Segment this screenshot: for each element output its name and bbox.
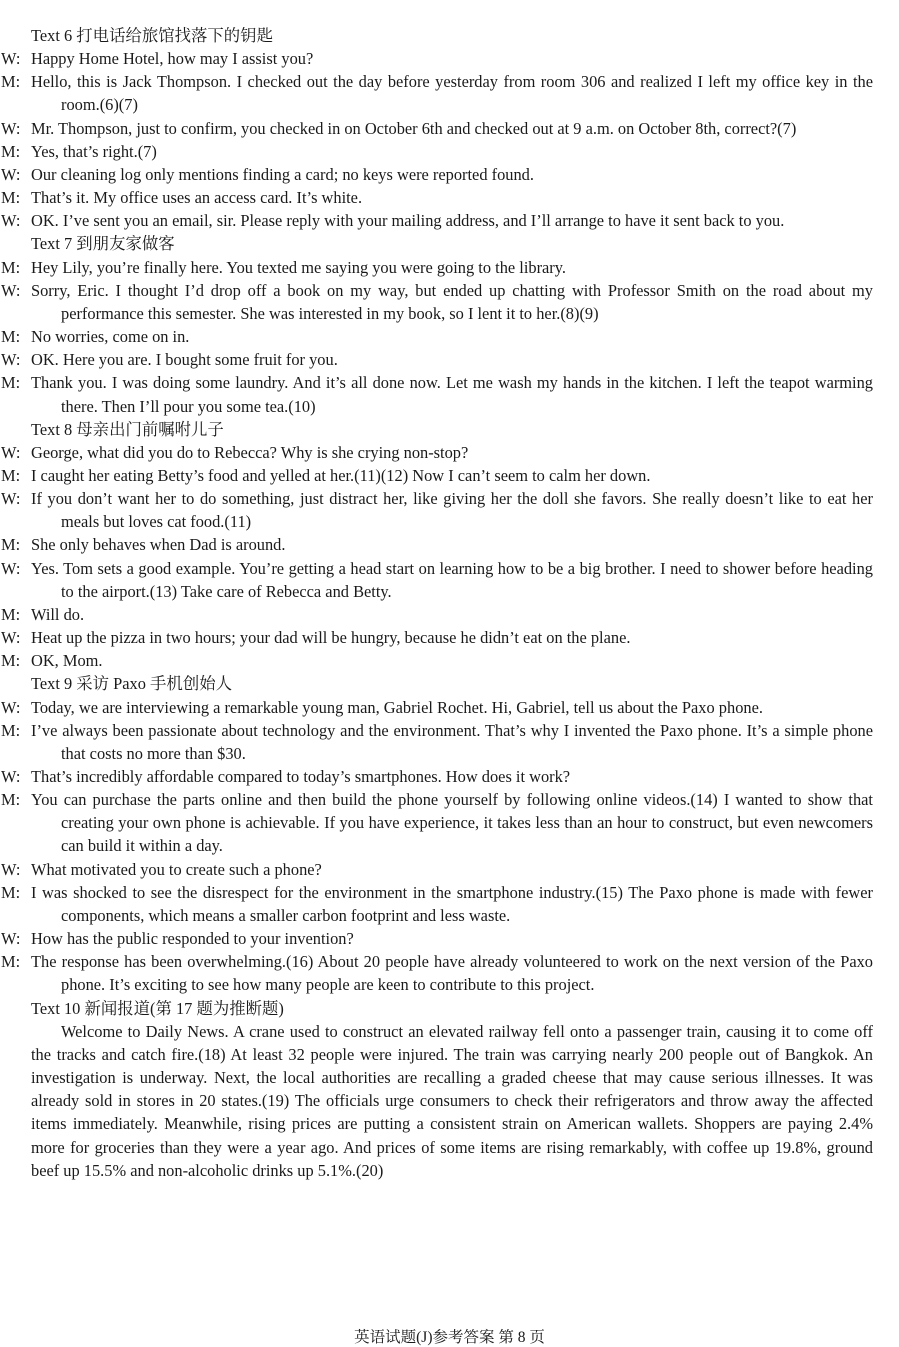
utterance: George, what did you do to Rebecca? Why is she crying non-stop? [31, 442, 469, 462]
utterance: I’ve always been passionate about technology and the environment. That’s why I invented the Paxo phone. It’s a simple phone that costs no more than $30. [31, 720, 873, 763]
dialogue-line: W: If you don’t want her to do something, just distract her, like giving her the doll she favors. She really doesn’t like to eat her meals but loves cat food.(11) [1, 489, 873, 532]
utterance: What motivated you to create such a phone? [31, 859, 322, 879]
utterance: No worries, come on in. [31, 327, 190, 347]
dialogue-line: M: She only behaves when Dad is around. [1, 535, 286, 555]
dialogue-line: W: Mr. Thompson, just to confirm, you checked in on October 6th and checked out at 9 a.m. on October 8th, correct?(7) [1, 118, 797, 138]
dialogue-line: M: I’ve always been passionate about technology and the environment. That’s why I invented the Paxo phone. It’s a simple phone that costs no more than $30. [1, 720, 873, 763]
dialogue-line: W: Today, we are interviewing a remarkable young man, Gabriel Rochet. Hi, Gabriel, tell us about the Paxo phone. [1, 697, 763, 717]
utterance: Will do. [31, 604, 85, 624]
section-heading: Text 8 母亲出门前嘱咐儿子 [31, 419, 224, 439]
dialogue-line: W: That’s incredibly affordable compared to today’s smartphones. How does it work? [1, 767, 571, 786]
dialogue-line: W: Happy Home Hotel, how may I assist you? [1, 49, 314, 69]
utterance: Hey Lily, you’re finally here. You texted me saying you were going to the library. [31, 257, 566, 277]
utterance: The response has been overwhelming.(16) About 20 people have already volunteered to work on the next version of the Paxo phone. It’s exciting to see how many people are keen to contribute to this project. [31, 952, 873, 995]
news-paragraph: Welcome to Daily News. A crane used to construct an elevated railway fell onto a passenger train, causing it to come off the tracks and catch fire.(18) At least 32 people were injured. The train was carrying nearly 200 people out of Bangkok. An investigation is underway. Next, the local authorities are recalling a graded cheese that may cause serious illnesses. It was already sold in stores in 20 states.(19) The officials urge consumers to check their refrigerators and throw away the affected items immediately. Meanwhile, rising prices are putting a consistent strain on American wallets. Shoppers are paying 2.4% more for groceries than they were a year ago. And prices of some items are rising remarkably, with coffee up 19.8%, ground beef up 15.5% and non-alcoholic drinks up 5.1%.(20) [31, 1021, 873, 1180]
dialogue-line: W: What motivated you to create such a phone? [1, 859, 322, 879]
section-text-9 [1, 672, 873, 996]
utterance: Thank you. I was doing some laundry. And it’s all done now. Let me wash my hands in the kitchen. I left the teapot warming there. Then I’ll pour you some tea.(10) [31, 373, 873, 416]
utterance: I caught her eating Betty’s food and yelled at her.(11)(12) Now I can’t seem to calm her down. [31, 465, 651, 485]
utterance: How has the public responded to your invention? [31, 929, 354, 949]
utterance: Hello, this is Jack Thompson. I checked out the day before yesterday from room 306 and realized I left my office key in the room.(6)(7) [31, 72, 873, 115]
utterance: Mr. Thompson, just to confirm, you checked in on October 6th and checked out at 9 a.m. on October 8th, correct?(7) [31, 118, 797, 138]
dialogue-line: M: That’s it. My office uses an access card. It’s white. [1, 188, 363, 208]
dialogue-line: W: OK. I’ve sent you an email, sir. Please reply with your mailing address, and I’ll arrange to have it sent back to you. [1, 211, 785, 231]
section-text-10 [31, 997, 873, 1182]
section-text-6 [1, 24, 873, 232]
section-heading: Text 7 到朋友家做客 [31, 234, 175, 254]
dialogue-line: M: The response has been overwhelming.(16) About 20 people have already volunteered to work on the next version of the Paxo phone. It’s exciting to see how many people are keen to contribute to this project. [1, 952, 873, 995]
dialogue-line: M: Thank you. I was doing some laundry. And it’s all done now. Let me wash my hands in the kitchen. I left the teapot warming there. Then I’ll pour you some tea.(10) [1, 373, 873, 416]
utterance: Our cleaning log only mentions finding a card; no keys were reported found. [31, 164, 534, 184]
dialogue-line: M: Hey Lily, you’re finally here. You texted me saying you were going to the library. [1, 257, 566, 277]
utterance: Today, we are interviewing a remarkable young man, Gabriel Rochet. Hi, Gabriel, tell us about the Paxo phone. [31, 697, 763, 717]
dialogue-line: W: How has the public responded to your invention? [1, 929, 354, 949]
dialogue-line: M: Yes, that’s right.(7) [1, 141, 157, 161]
utterance: Heat up the pizza in two hours; your dad will be hungry, because he didn’t eat on the plane. [31, 628, 631, 648]
utterance: I was shocked to see the disrespect for the environment in the smartphone industry.(15) The Paxo phone is made with fewer components, which means a smaller carbon footprint and less waste. [31, 882, 873, 925]
dialogue-line: W: OK. Here you are. I bought some fruit for you. [1, 350, 338, 370]
utterance: She only behaves when Dad is around. [31, 535, 286, 555]
utterance: OK, Mom. [31, 651, 103, 671]
utterance: That’s it. My office uses an access card. It’s white. [31, 188, 363, 208]
dialogue-line: M: Hello, this is Jack Thompson. I checked out the day before yesterday from room 306 and realized I left my office key in the room.(6)(7) [1, 72, 873, 115]
dialogue-line: M: I was shocked to see the disrespect for the environment in the smartphone industry.(15) The Paxo phone is made with fewer components, which means a smaller carbon footprint and less waste. [1, 882, 873, 925]
dialogue-line: M: No worries, come on in. [1, 327, 190, 347]
dialogue-line: M: You can purchase the parts online and then build the phone yourself by following online videos.(14) I wanted to show that creating your own phone is achievable. If you have experience, it takes less than an hour to construct, but even newcomers can build it within a day. [1, 790, 873, 856]
section-heading: Text 10 新闻报道(第 17 题为推断题) [31, 998, 284, 1018]
utterance: If you don’t want her to do something, just distract her, like giving her the doll she favors. She really doesn’t like to eat her meals but loves cat food.(11) [31, 489, 873, 532]
answer-key-page [1, 24, 873, 1182]
dialogue-line: W: Sorry, Eric. I thought I’d drop off a book on my way, but ended up chatting with Professor Smith on the road about my performance this semester. She was interested in my book, so I lent it to her.(8)(9) [1, 280, 873, 323]
utterance: OK. Here you are. I bought some fruit for you. [31, 350, 338, 370]
utterance: Sorry, Eric. I thought I’d drop off a book on my way, but ended up chatting with Professor Smith on the road about my performance this semester. She was interested in my book, so I lent it to her.(8)(9) [31, 280, 873, 323]
page-footer: 英语试题(J)参考答案 第 8 页 [354, 1329, 545, 1346]
dialogue-line: W: George, what did you do to Rebecca? Why is she crying non-stop? [1, 442, 469, 462]
section-heading: Text 9 采访 Paxo 手机创始人 [31, 674, 232, 694]
dialogue-line: W: Yes. Tom sets a good example. You’re getting a head start on learning how to be a big brother. I need to shower before heading to the airport.(13) Take care of Rebecca and Betty. [1, 558, 873, 601]
utterance: That’s incredibly affordable compared to today’s smartphones. How does it work? [31, 767, 571, 786]
utterance: Yes, that’s right.(7) [31, 141, 157, 161]
dialogue-line: M: Will do. [1, 604, 85, 624]
section-text-7 [1, 232, 873, 417]
dialogue-line: W: Our cleaning log only mentions finding a card; no keys were reported found. [1, 164, 534, 184]
utterance: Happy Home Hotel, how may I assist you? [31, 49, 314, 69]
dialogue-line: M: I caught her eating Betty’s food and yelled at her.(11)(12) Now I can’t seem to calm her down. [1, 465, 651, 485]
dialogue-line: W: Heat up the pizza in two hours; your dad will be hungry, because he didn’t eat on the plane. [1, 628, 631, 648]
utterance: Yes. Tom sets a good example. You’re getting a head start on learning how to be a big brother. I need to shower before heading to the airport.(13) Take care of Rebecca and Betty. [31, 558, 873, 601]
dialogue-line: M: OK, Mom. [1, 651, 103, 671]
section-heading: Text 6 打电话给旅馆找落下的钥匙 [31, 26, 273, 45]
utterance: You can purchase the parts online and then build the phone yourself by following online videos.(14) I wanted to show that creating your own phone is achievable. If you have experience, it takes less than an hour to construct, but even newcomers can build it within a day. [31, 790, 873, 856]
utterance: OK. I’ve sent you an email, sir. Please reply with your mailing address, and I’ll arrange to have it sent back to you. [31, 211, 785, 231]
section-text-8 [1, 418, 873, 673]
